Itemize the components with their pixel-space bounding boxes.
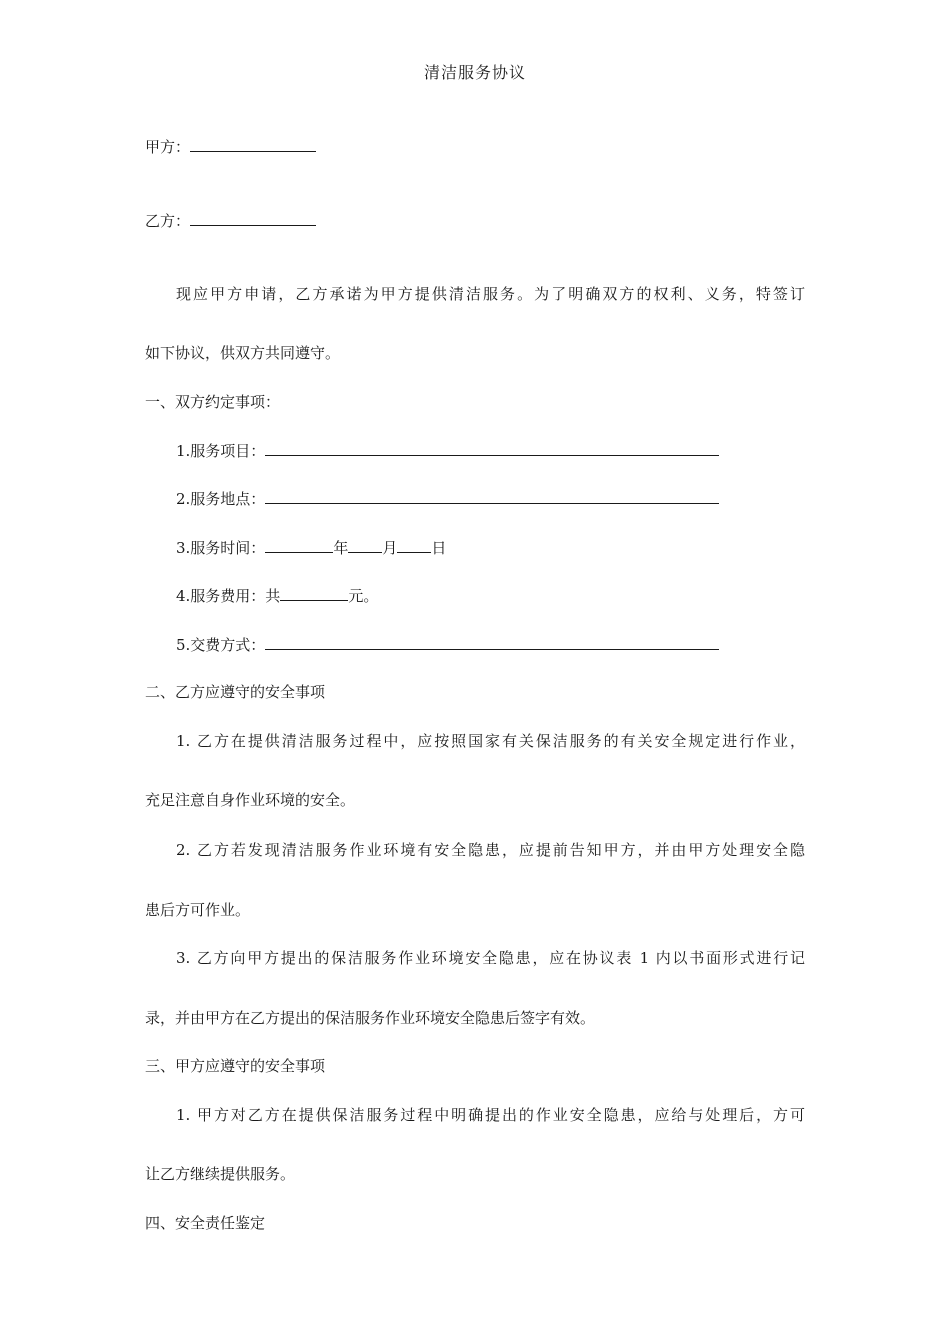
service-fee-label: 4.服务费用：共 bbox=[176, 587, 281, 605]
day-blank bbox=[397, 537, 431, 553]
party-b-blank bbox=[190, 210, 316, 226]
month-blank bbox=[348, 537, 382, 553]
day-label: 日 bbox=[431, 539, 447, 557]
intro-line-1: 现应甲方申请，乙方承诺为甲方提供清洁服务。为了明确双方的权利、义务，特签订 bbox=[176, 285, 805, 303]
service-item-label: 1.服务项目： bbox=[176, 442, 266, 460]
section-2-item-2-line-1: 2. 乙方若发现清洁服务作业环境有安全隐患，应提前告知甲方，并由甲方处理安全隐 bbox=[176, 841, 805, 859]
section-2-item-1-line-2: 充足注意自身作业环境的安全。 bbox=[145, 791, 356, 809]
section-2-item-1-line-1: 1. 乙方在提供清洁服务过程中，应按照国家有关保洁服务的有关安全规定进行作业， bbox=[176, 732, 805, 750]
intro-line-2: 如下协议，供双方共同遵守。 bbox=[145, 344, 341, 362]
party-a-line bbox=[145, 136, 316, 156]
service-location-line bbox=[176, 488, 719, 508]
payment-method-label: 5.交费方式： bbox=[176, 636, 266, 654]
section-3-item-1-line-2: 让乙方继续提供服务。 bbox=[145, 1165, 296, 1183]
year-label: 年 bbox=[333, 539, 349, 557]
payment-method-blank bbox=[265, 634, 719, 650]
section-3-heading: 三、甲方应遵守的安全事项 bbox=[145, 1057, 326, 1075]
party-a-blank bbox=[190, 136, 316, 152]
service-item-blank bbox=[265, 440, 719, 456]
service-fee-blank bbox=[280, 585, 348, 601]
payment-method-line bbox=[176, 634, 719, 654]
year-blank bbox=[265, 537, 333, 553]
month-label: 月 bbox=[382, 539, 398, 557]
service-time-label: 3.服务时间： bbox=[176, 539, 266, 557]
section-2-item-2-line-2: 患后方可作业。 bbox=[145, 901, 251, 919]
section-2-item-3-line-2: 录，并由甲方在乙方提出的保洁服务作业环境安全隐患后签字有效。 bbox=[145, 1009, 596, 1027]
party-a-label: 甲方： bbox=[145, 138, 191, 156]
service-item-line bbox=[176, 440, 719, 460]
document-title: 清洁服务协议 bbox=[423, 63, 526, 82]
service-fee-line bbox=[176, 585, 378, 605]
service-location-label: 2.服务地点： bbox=[176, 490, 266, 508]
party-b-label: 乙方： bbox=[145, 212, 191, 230]
section-3-item-1-line-1: 1. 甲方对乙方在提供保洁服务过程中明确提出的作业安全隐患，应给与处理后，方可 bbox=[176, 1106, 805, 1124]
service-location-blank bbox=[265, 488, 719, 504]
section-4-heading: 四、安全责任鉴定 bbox=[145, 1214, 266, 1232]
section-1-heading: 一、双方约定事项： bbox=[145, 393, 281, 411]
party-b-line bbox=[145, 210, 316, 230]
section-2-item-3-line-1: 3. 乙方向甲方提出的保洁服务作业环境安全隐患，应在协议表 1 内以书面形式进行记 bbox=[176, 949, 805, 967]
service-time-line bbox=[176, 537, 446, 557]
service-fee-unit: 元。 bbox=[348, 587, 379, 605]
section-2-heading: 二、乙方应遵守的安全事项 bbox=[145, 683, 326, 701]
